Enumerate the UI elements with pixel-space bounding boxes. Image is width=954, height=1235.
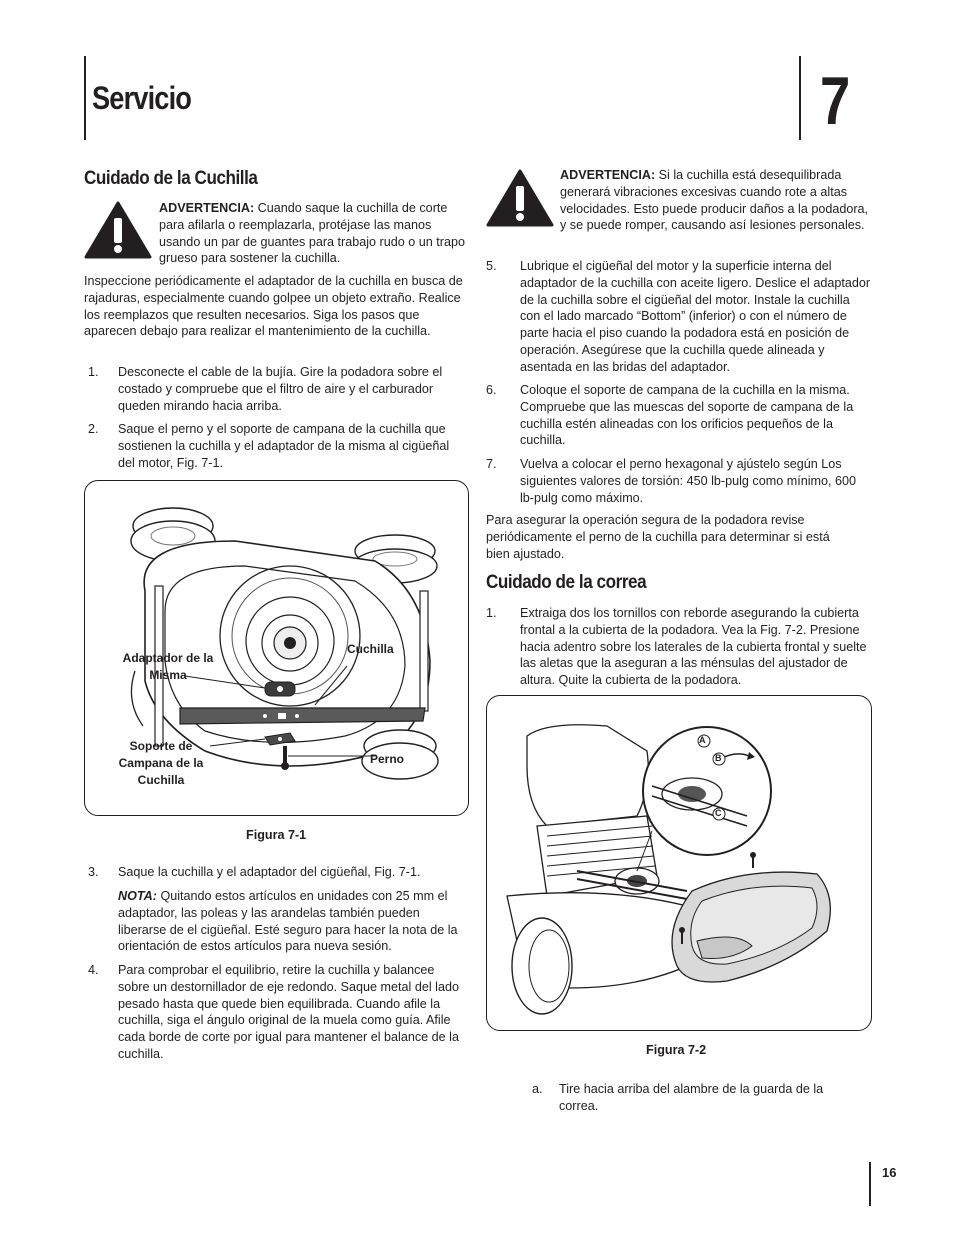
sub-step-letter: a. (532, 1082, 543, 1096)
note-text: Quitando estos artículos en unidades con 25 mm el adaptador, las poleas y las arandelas también pueden liberarse de el cigüeñal. Esté seguro para hacer la nota de la orientación de estos artículos para nueva sesión. (118, 889, 458, 954)
section-heading-belt: Cuidado de la correa (486, 572, 647, 593)
label-adaptador: Adaptador de la Misma (122, 651, 214, 682)
callout-a: A (699, 735, 706, 745)
note-paragraph (118, 888, 466, 955)
step-number: 7. (486, 457, 497, 471)
label-perno: Perno (370, 752, 405, 766)
warning-blade-handling (159, 200, 467, 267)
step-number: 4. (88, 963, 99, 977)
figure-7-2-caption: Figura 7-2 (646, 1043, 707, 1057)
step-text: Saque la cuchilla y el adaptador del cigüeñal, Fig. 7-1. (118, 865, 421, 879)
figure-7-1 (84, 480, 469, 816)
figure-7-2 (486, 695, 872, 1031)
warning-label: ADVERTENCIA: (159, 201, 255, 215)
warning-triangle-icon (84, 201, 152, 259)
header-right-rule (799, 56, 801, 140)
warning-label: ADVERTENCIA: (560, 168, 656, 182)
chapter-number: 7 (820, 63, 851, 139)
label-cuchilla: Cuchilla (347, 642, 394, 656)
safety-paragraph: Para asegurar la operación segura de la podadora revise periódicamente el perno de la cuchilla para determinar si está bien ajustado. (486, 513, 830, 561)
section-heading-blade: Cuidado de la Cuchilla (84, 168, 258, 189)
belt-cover-illustration (487, 696, 871, 1030)
step-number: 1. (486, 606, 497, 620)
callout-c: C (715, 808, 722, 818)
page-number: 16 (882, 1165, 897, 1180)
step-number: 3. (88, 865, 99, 879)
step-text: Coloque el soporte de campana de la cuchilla en la misma. Compruebe que las muescas del soporte de campana de la cuchilla estén alineadas con los orificios pequeños de la cuchilla. (520, 383, 854, 448)
step-text: Desconecte el cable de la bujía. Gire la podadora sobre el costado y compruebe que el filtro de aire y el carburador queden mirando hacia arriba. (118, 365, 443, 413)
step-number: 6. (486, 383, 497, 397)
figure-7-1-caption: Figura 7-1 (246, 828, 307, 842)
warning-text: Si la cuchilla está desequilibrada generará vibraciones excesivas cuando rote a altas velocidades. Esto puede producir daños a la podadora, y se puede romper, causando así lesiones personales. (560, 168, 869, 233)
intro-paragraph: Inspeccione periódicamente el adaptador de la cuchilla en busca de rajaduras, especialmente cuando golpee un objeto extraño. Realice los reemplazos que resulten necesarios. Siga los pasos que aparecen debajo para realizar el mantenimiento de la cuchilla. (84, 274, 463, 339)
step-text: Lubrique el cigüeñal del motor y la superficie interna del adaptador de la cuchilla con aceite ligero. Deslice el adaptador de la cuchilla sobre el cigüeñal del motor. Instale la cuchilla con el lado marcado “Bottom” (inferior) o con el número de parte hacia el piso cuando la podadora está en posición de operación. Asegúrese que la cuchilla quede alineada y asentada en las bridas del adaptador. (520, 259, 871, 374)
warning-imbalance (560, 167, 872, 234)
step-number: 1. (88, 365, 99, 379)
step-text: Para comprobar el equilibrio, retire la cuchilla y balancee sobre un destornillador de eje redondo. Saque metal del lado pesado hasta que quede bien equilibrada. Cuando afile la cuchilla, siga el ángulo original de la muela como guía. Afile cada borde de corte por igual para mantener el balance de la cuchilla. (118, 963, 459, 1061)
sub-step-text: Tire hacia arriba del alambre de la guarda de la correa. (559, 1082, 824, 1113)
step-number: 5. (486, 259, 497, 273)
warning-triangle-icon (486, 169, 554, 227)
header-left-rule (84, 56, 86, 140)
step-number: 2. (88, 422, 99, 436)
note-label: NOTA: (118, 889, 157, 903)
page-title: Servicio (92, 80, 192, 116)
step-text: Extraiga dos los tornillos con reborde asegurando la cubierta frontal a la cubierta de la podadora. Vea la Fig. 7-2. Presione hacia adentro sobre los laterales de la cubierta frontal y suelte las aletas que la aseguran a las ménsulas del ajustador de altura. Quite la cubierta de la podadora. (520, 606, 867, 688)
step-text: Vuelva a colocar el perno hexagonal y ajústelo según Los siguientes valores de torsión: 450 lb-pulg como mínimo, 600 lb-pulg como máximo. (520, 457, 857, 505)
label-soporte: Soporte de Campana de la Cuchilla (118, 739, 204, 787)
step-text: Saque el perno y el soporte de campana de la cuchilla que sostienen la cuchilla y el adaptador de la misma al cigüeñal del motor, Fig. 7-1. (118, 422, 450, 470)
callout-b: B (715, 753, 722, 763)
warning-text: Cuando saque la cuchilla de corte para afilarla o reemplazarla, protéjase las manos usando un par de guantes para trabajo rudo o un trapo grueso para sostener la cuchilla. (159, 201, 465, 266)
footer-rule (869, 1162, 871, 1206)
